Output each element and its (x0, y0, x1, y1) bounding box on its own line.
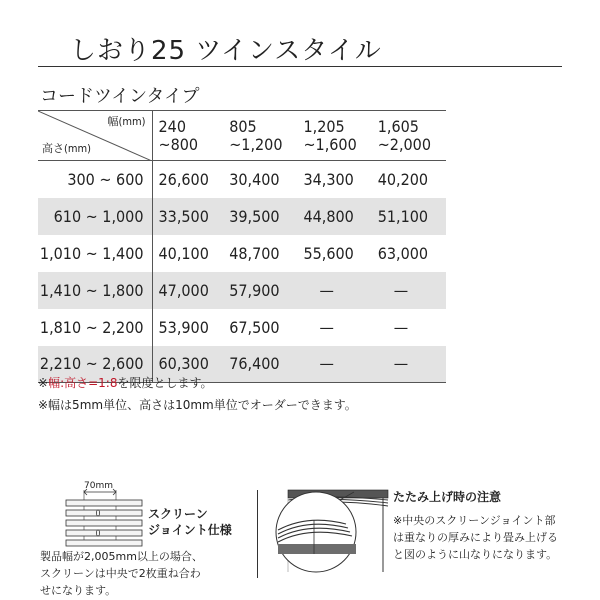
page-title: しおり25 ツインスタイル (70, 36, 382, 66)
price-cell: 34,300 (303, 169, 354, 189)
joint-dimension-label: 70mm (84, 481, 113, 491)
ratio-note: ※幅:高さ=1:8を限度とします。 (38, 376, 213, 390)
row-header: 2,210 ~ 2,600 (38, 346, 152, 383)
column-header: 1,205 ~1,600 (303, 116, 357, 154)
table-row (38, 309, 446, 346)
price-table (38, 110, 446, 383)
title-divider (38, 66, 562, 67)
price-cell: 55,600 (303, 243, 354, 263)
price-cell-unavailable: — (393, 317, 409, 337)
price-cell: 26,600 (158, 169, 209, 189)
price-cell-unavailable: — (319, 317, 334, 337)
price-cell-unavailable: — (319, 280, 334, 300)
column-header: 805 ~1,200 (229, 116, 283, 154)
table-corner-cell (38, 111, 152, 161)
price-cell: 40,200 (377, 169, 429, 189)
row-header: 1,410 ~ 1,800 (38, 272, 152, 309)
row-header: 1,810 ~ 2,200 (38, 309, 152, 346)
fold-caution-title: たたみ上げ時の注意 (393, 490, 502, 504)
fold-caution-note: ※中央のスクリーンジョイント部 は重なりの厚みにより畳み上げる と図のように山なりになります。 (393, 514, 558, 561)
price-cell: 60,300 (158, 354, 209, 374)
height-axis-label: 高さ(mm) (42, 142, 92, 155)
price-cell: 67,500 (229, 317, 280, 337)
table-row (38, 161, 446, 198)
section-subtitle: コードツインタイプ (40, 86, 200, 107)
price-cell: 51,100 (377, 206, 429, 226)
price-cell: 44,800 (303, 206, 354, 226)
ratio-highlight: 幅:高さ=1:8 (48, 376, 118, 390)
price-cell: 53,900 (158, 317, 209, 337)
table-header-row (38, 111, 446, 161)
table-row (38, 235, 446, 272)
width-axis-label: 幅(mm) (107, 115, 146, 128)
table-row (38, 198, 446, 235)
price-cell: 33,500 (158, 206, 209, 226)
price-cell: 63,000 (377, 243, 429, 263)
price-cell: 30,400 (229, 169, 280, 189)
price-cell-unavailable: — (393, 280, 409, 300)
price-cell: 39,500 (229, 206, 280, 226)
folded-screen-diagram (268, 484, 390, 574)
row-header: 610 ~ 1,000 (38, 198, 152, 235)
price-cell: 57,900 (229, 280, 280, 300)
row-header: 1,010 ~ 1,400 (38, 235, 152, 272)
price-cell: 40,100 (158, 243, 209, 263)
price-cell-unavailable: — (319, 354, 334, 374)
column-header: 240 ~800 (158, 116, 199, 154)
price-cell: 47,000 (158, 280, 209, 300)
screen-joint-diagram (64, 478, 144, 548)
price-cell: 48,700 (229, 243, 280, 263)
joint-spec-note: 製品幅が2,005mm以上の場合、 スクリーンは中央で2枚重ね合わ せになります。 (40, 550, 203, 597)
joint-spec-label: スクリーン ジョイント仕様 (148, 507, 232, 537)
column-header: 1,605 ~2,000 (377, 116, 431, 154)
price-cell: 76,400 (229, 354, 280, 374)
price-cell-unavailable: — (393, 354, 409, 374)
table-row (38, 272, 446, 309)
order-unit-note: ※幅は5mm単位、高さは10mm単位でオーダーできます。 (38, 398, 357, 412)
section-divider (257, 490, 258, 578)
row-header: 300 ~ 600 (38, 161, 152, 198)
